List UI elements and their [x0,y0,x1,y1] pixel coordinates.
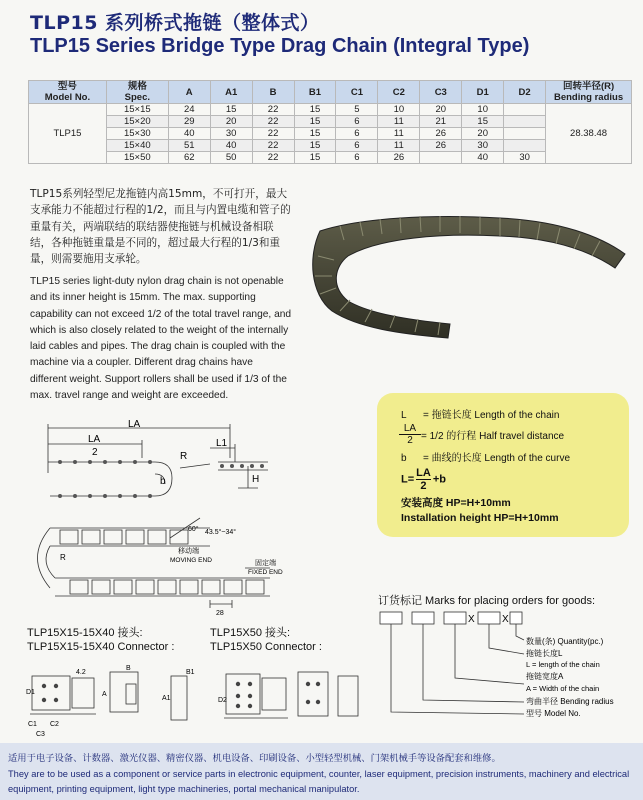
table-row [29,140,632,152]
spec-table [28,80,632,164]
legend-b-text: = 曲线的长度 Length of the curve [423,453,571,464]
cell: 15×50 [106,152,168,164]
cell: 15 [294,140,336,152]
fixed-end-en: FIXED END [248,569,283,576]
fraction-den: 2 [420,480,427,492]
cell: 22 [252,128,294,140]
dim-c1: C1 [28,721,37,728]
legend-l-symbol: L [401,410,407,421]
dim-l1-label: L1 [216,438,228,449]
cell: 51 [168,140,210,152]
dim-pitch: 28 [216,610,224,617]
header-b: B [252,81,294,104]
cell: 30 [504,152,546,164]
order-label-model: 型号 Model No. [526,709,581,718]
order-label-length-cn: 拖链长度L [526,649,563,658]
connector-left-en: TLP15X15-15X40 Connector : [27,641,175,653]
table-row [29,152,632,164]
fraction-den: 2 [407,435,413,446]
cell: 5 [336,104,378,116]
moving-end-en: MOVING END [170,557,212,564]
install-en: Installation height HP=H+10mm [401,512,559,524]
header-a1: A1 [210,81,252,104]
connector-right-cn: TLP15X50 接头: [210,627,291,639]
header-d1: D1 [462,81,504,104]
dim-c2: C2 [50,721,59,728]
dim-r-lower: R [60,553,66,562]
code-x2: X [468,614,475,625]
cell: 22 [252,140,294,152]
dim-a1: A1 [162,695,171,702]
dim-hole: 4.2 [76,669,86,676]
order-label-width-cn: 拖链宽度A [526,672,564,681]
page-title-en: TLP15 Series Bridge Type Drag Chain (Integral Type) [30,35,530,57]
cell: 26 [420,128,462,140]
applications-cn: 适用于电子设备、计数器、激光仪器、精密仪器、机电设备、印刷设备、小型轻型机械、门架机械手等设备配套和维修。 [8,753,501,763]
order-title: 订货标记 Marks for placing orders for goods: [378,595,596,607]
dim-angle-60: 60° [188,526,199,533]
dim-d1: D1 [26,689,35,696]
table-row [29,104,632,116]
cell: 15 [210,104,252,116]
order-code-diagram [374,608,643,723]
dim-la2-num: LA [88,434,101,445]
dim-b1: B1 [186,669,195,676]
cell [504,104,546,116]
description-cn: TLP15系列轻型尼龙拖链内高15mm，不可打开，最大支承能力不能超过行程的1/2，而且与内置电缆和管子的重量有关，两端联结的联结器使拖链与机械设备相联结，各种拖链重量是不同的，超过最大行程的1/3和重量，则需要施用支承轮。 [30,188,291,266]
header-radius: 回转半径(R) Bending radius [546,81,632,104]
cell: 20 [210,116,252,128]
cell: 22 [252,116,294,128]
header-c2: C2 [378,81,420,104]
cell: 20 [420,104,462,116]
header-b1: B1 [294,81,336,104]
description-en: TLP15 series light-duty nylon drag chain is not openable and its inner height is 15mm. The max. supporting capability can not exceed 1/2 of the total travel range, and which is also closely related to the weight of the internally laid cables and pipes. The drag chain is coupled with the machine via a coupler. Different drag chains have different weight. Support rollers shall be used if 1/3 of the max. travel range and weight are exceeded. [30,276,292,402]
cell: 21 [420,116,462,128]
cell: 22 [252,104,294,116]
cell: 10 [378,104,420,116]
cell: 11 [378,116,420,128]
legend-la2 [399,423,564,446]
cell: 26 [378,152,420,164]
code-x1: X [502,614,509,625]
legend-b-symbol: b [401,453,407,464]
cell: 6 [336,128,378,140]
cell: 40 [168,128,210,140]
applications-en: They are to be used as a component or service parts in electronic equipment, counter, laser equipment, precision instruments, machinery and electrical equipment, printing equipment, light type machineries, portal mechanical manipulator. [8,769,630,794]
connector-drawings [26,662,371,740]
code-box-qty [510,612,522,624]
cell: 20 [462,128,504,140]
cell: 6 [336,116,378,128]
cell: 15×15 [106,104,168,116]
cell: 11 [378,128,420,140]
drag-chain-photo [300,196,640,346]
cell: 15×40 [106,140,168,152]
legend-l [401,406,559,421]
legend-box [377,393,629,537]
code-box-model [380,612,402,624]
order-label-qty: 数量(条) Quantity(pc.) [526,637,604,646]
order-label-length-en: L = length of the chain [526,660,600,669]
header-c1: C1 [336,81,378,104]
cell: 15 [294,152,336,164]
cell: 40 [210,140,252,152]
cell [504,128,546,140]
dim-h-label: H [252,474,260,485]
cell: 15 [294,104,336,116]
cell [504,116,546,128]
cell [420,152,462,164]
order-label-radius: 弯曲半径 Bending radius [526,697,614,706]
legend-l-text: = 拖链长度 Length of the chain [423,410,560,421]
code-box-length [478,612,500,624]
dim-la2-den: 2 [92,447,98,458]
cell: 62 [168,152,210,164]
page-title-cn: TLP15 系列桥式拖链（整体式） [30,12,320,34]
cell: 11 [378,140,420,152]
connector-right-en: TLP15X50 Connector : [210,641,322,653]
cell: 6 [336,152,378,164]
dimension-diagram [20,418,350,618]
moving-end-cn: 移动端 [178,548,199,555]
cell: 15 [462,116,504,128]
dim-a: A [102,691,107,698]
dim-angle-range: 43.5°~34° [205,529,237,536]
cell: 50 [210,152,252,164]
dim-d2: D2 [218,697,227,704]
formula [401,467,446,492]
cell: 26 [420,140,462,152]
cell: 30 [210,128,252,140]
fixed-end-cn: 固定端 [255,560,276,567]
cell: 22 [252,152,294,164]
formula-fraction [416,467,431,492]
header-spec: 规格 Spec. [106,81,168,104]
legend-la2-fraction [399,423,421,446]
table-row [29,128,632,140]
fraction-num: LA [399,423,421,435]
dim-b: B [126,665,131,672]
dim-c3: C3 [36,731,45,738]
cell: 15 [294,116,336,128]
dim-r-label: R [180,451,188,462]
cell: 15×20 [106,116,168,128]
order-label-width-en: A = Width of the chain [526,684,600,693]
header-d2: D2 [504,81,546,104]
cell: 30 [462,140,504,152]
cell: 10 [462,104,504,116]
formula-suffix: +b [432,473,446,486]
cell: 6 [336,140,378,152]
header-a: A [168,81,210,104]
code-box-radius [412,612,434,624]
cell: 40 [462,152,504,164]
cell: 24 [168,104,210,116]
header-model: 型号 Model No. [29,81,107,104]
cell: 29 [168,116,210,128]
table-row [29,116,632,128]
model-cell: TLP15 [29,104,107,164]
header-c3: C3 [420,81,462,104]
radius-cell: 28.38.48 [546,104,632,164]
code-box-width [444,612,466,624]
cell [504,140,546,152]
legend-la2-text: = 1/2 的行程 Half travel distance [421,431,565,442]
cell: 15×30 [106,128,168,140]
formula-prefix: L= [401,473,415,486]
legend-b [401,449,570,464]
cell: 15 [294,128,336,140]
dim-b-label: b [160,476,166,487]
install-cn: 安装高度 HP=H+10mm [401,497,511,509]
fraction-num: LA [416,467,431,479]
dim-la-label: LA [128,419,141,430]
connector-left-cn: TLP15X15-15X40 接头: [27,627,143,639]
